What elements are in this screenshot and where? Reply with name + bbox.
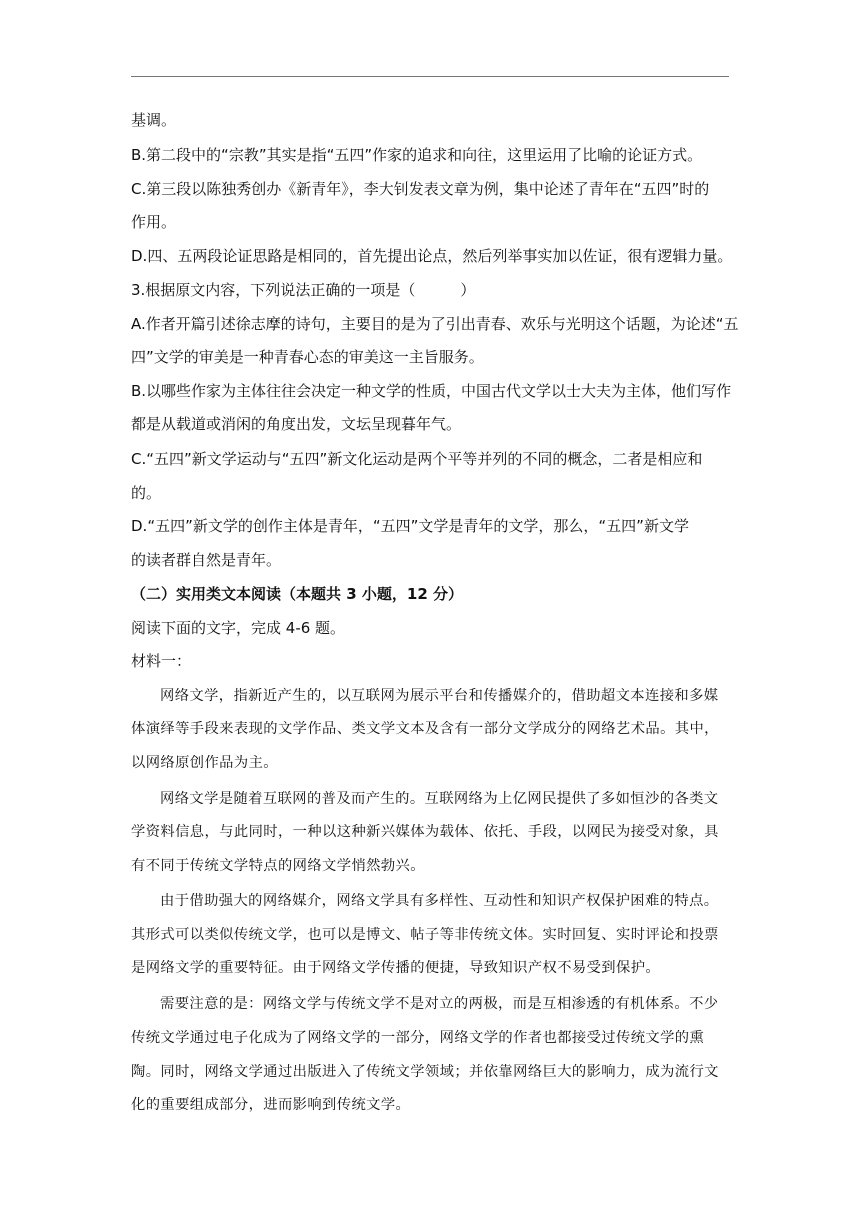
paragraph-line: 以网络原创作品为主。 [131, 755, 278, 771]
paragraph-line: 网络文学是随着互联网的普及而产生的。互联网络为上亿网民提供了多如恒沙的各类文 [160, 791, 719, 807]
paragraph-line: 是网络文学的重要特征。由于网络文学传播的便捷，导致知识产权不易受到保护。 [131, 960, 661, 976]
section-heading: （二）实用类文本阅读（本题共 3 小题，12 分） [131, 585, 463, 603]
option-b-line: B.以哪些作家为主体往往会决定一种文学的性质，中国古代文学以士大夫为主体，他们写作 [131, 382, 732, 400]
text-line: 都是从载道或消闲的角度出发，文坛呈现暮年气。 [131, 415, 462, 433]
instruction-line: 阅读下面的文字，完成 4-6 题。 [131, 619, 346, 637]
paragraph-line: 由于借助强大的网络媒介，网络文学具有多样性、互动性和知识产权保护困难的特点。 [160, 893, 719, 909]
text-line: 作用。 [131, 213, 177, 231]
option-c-line: C.“五四”新文学运动与“五四”新文化运动是两个平等并列的不同的概念，二者是相应和 [131, 450, 703, 468]
paragraph-line: 学资料信息，与此同时，一种以这种新兴媒体为载体、依托、手段，以网民为接受对象，具 [131, 824, 719, 840]
option-c-line: C.第三段以陈独秀创办《新青年》，李大钊发表文章为例，集中论述了青年在“五四”时的 [131, 180, 710, 198]
text-line: 的。 [131, 484, 162, 502]
text-line: 的读者群自然是青年。 [131, 551, 282, 569]
text-line: 四”文学的审美是一种青春心态的审美这一主旨服务。 [131, 348, 484, 366]
paragraph-line: 需要注意的是：网络文学与传统文学不是对立的两极，而是互相渗透的有机体系。不少 [160, 996, 719, 1012]
material-label: 材料一： [131, 652, 192, 670]
option-a-line: A.作者开篇引述徐志摩的诗句，主要目的是为了引出青春、欢乐与光明这个话题，为论述“五 [131, 315, 739, 333]
option-d-line: D.四、五两段论证思路是相同的，首先提出论点，然后列举事实加以佐证，很有逻辑力量。 [131, 247, 733, 265]
question-3: 3.根据原文内容，下列说法正确的一项是（ ） [131, 281, 476, 299]
paragraph-line: 体演绎等手段来表现的文学作品、类文学文本及含有一部分文学成分的网络艺术品。其中， [131, 721, 719, 737]
paragraph-line: 网络文学，指新近产生的，以互联网为展示平台和传播媒介的，借助超文本连接和多媒 [160, 688, 719, 704]
header-rule [131, 76, 729, 77]
option-b-line: B.第二段中的“宗教”其实是指“五四”作家的追求和向往，这里运用了比喻的论证方式。 [131, 146, 703, 164]
option-d-line: D.“五四”新文学的创作主体是青年，“五四”文学是青年的文学，那么，“五四”新文学 [131, 517, 689, 535]
paragraph-line: 其形式可以类似传统文学，也可以是博文、帖子等非传统文体。实时回复、实时评论和投票 [131, 927, 719, 943]
paragraph-line: 陶。同时，网络文学通过出版进入了传统文学领域；并依靠网络巨大的影响力，成为流行文 [131, 1064, 719, 1080]
paragraph-line: 传统文学通过电子化成为了网络文学的一部分，网络文学的作者也都接受过传统文学的熏 [131, 1030, 705, 1046]
paragraph-line: 有不同于传统文学特点的网络文学悄然勃兴。 [131, 858, 425, 874]
text-line: 基调。 [131, 111, 177, 129]
paragraph-line: 化的重要组成部分，进而影响到传统文学。 [131, 1097, 411, 1113]
